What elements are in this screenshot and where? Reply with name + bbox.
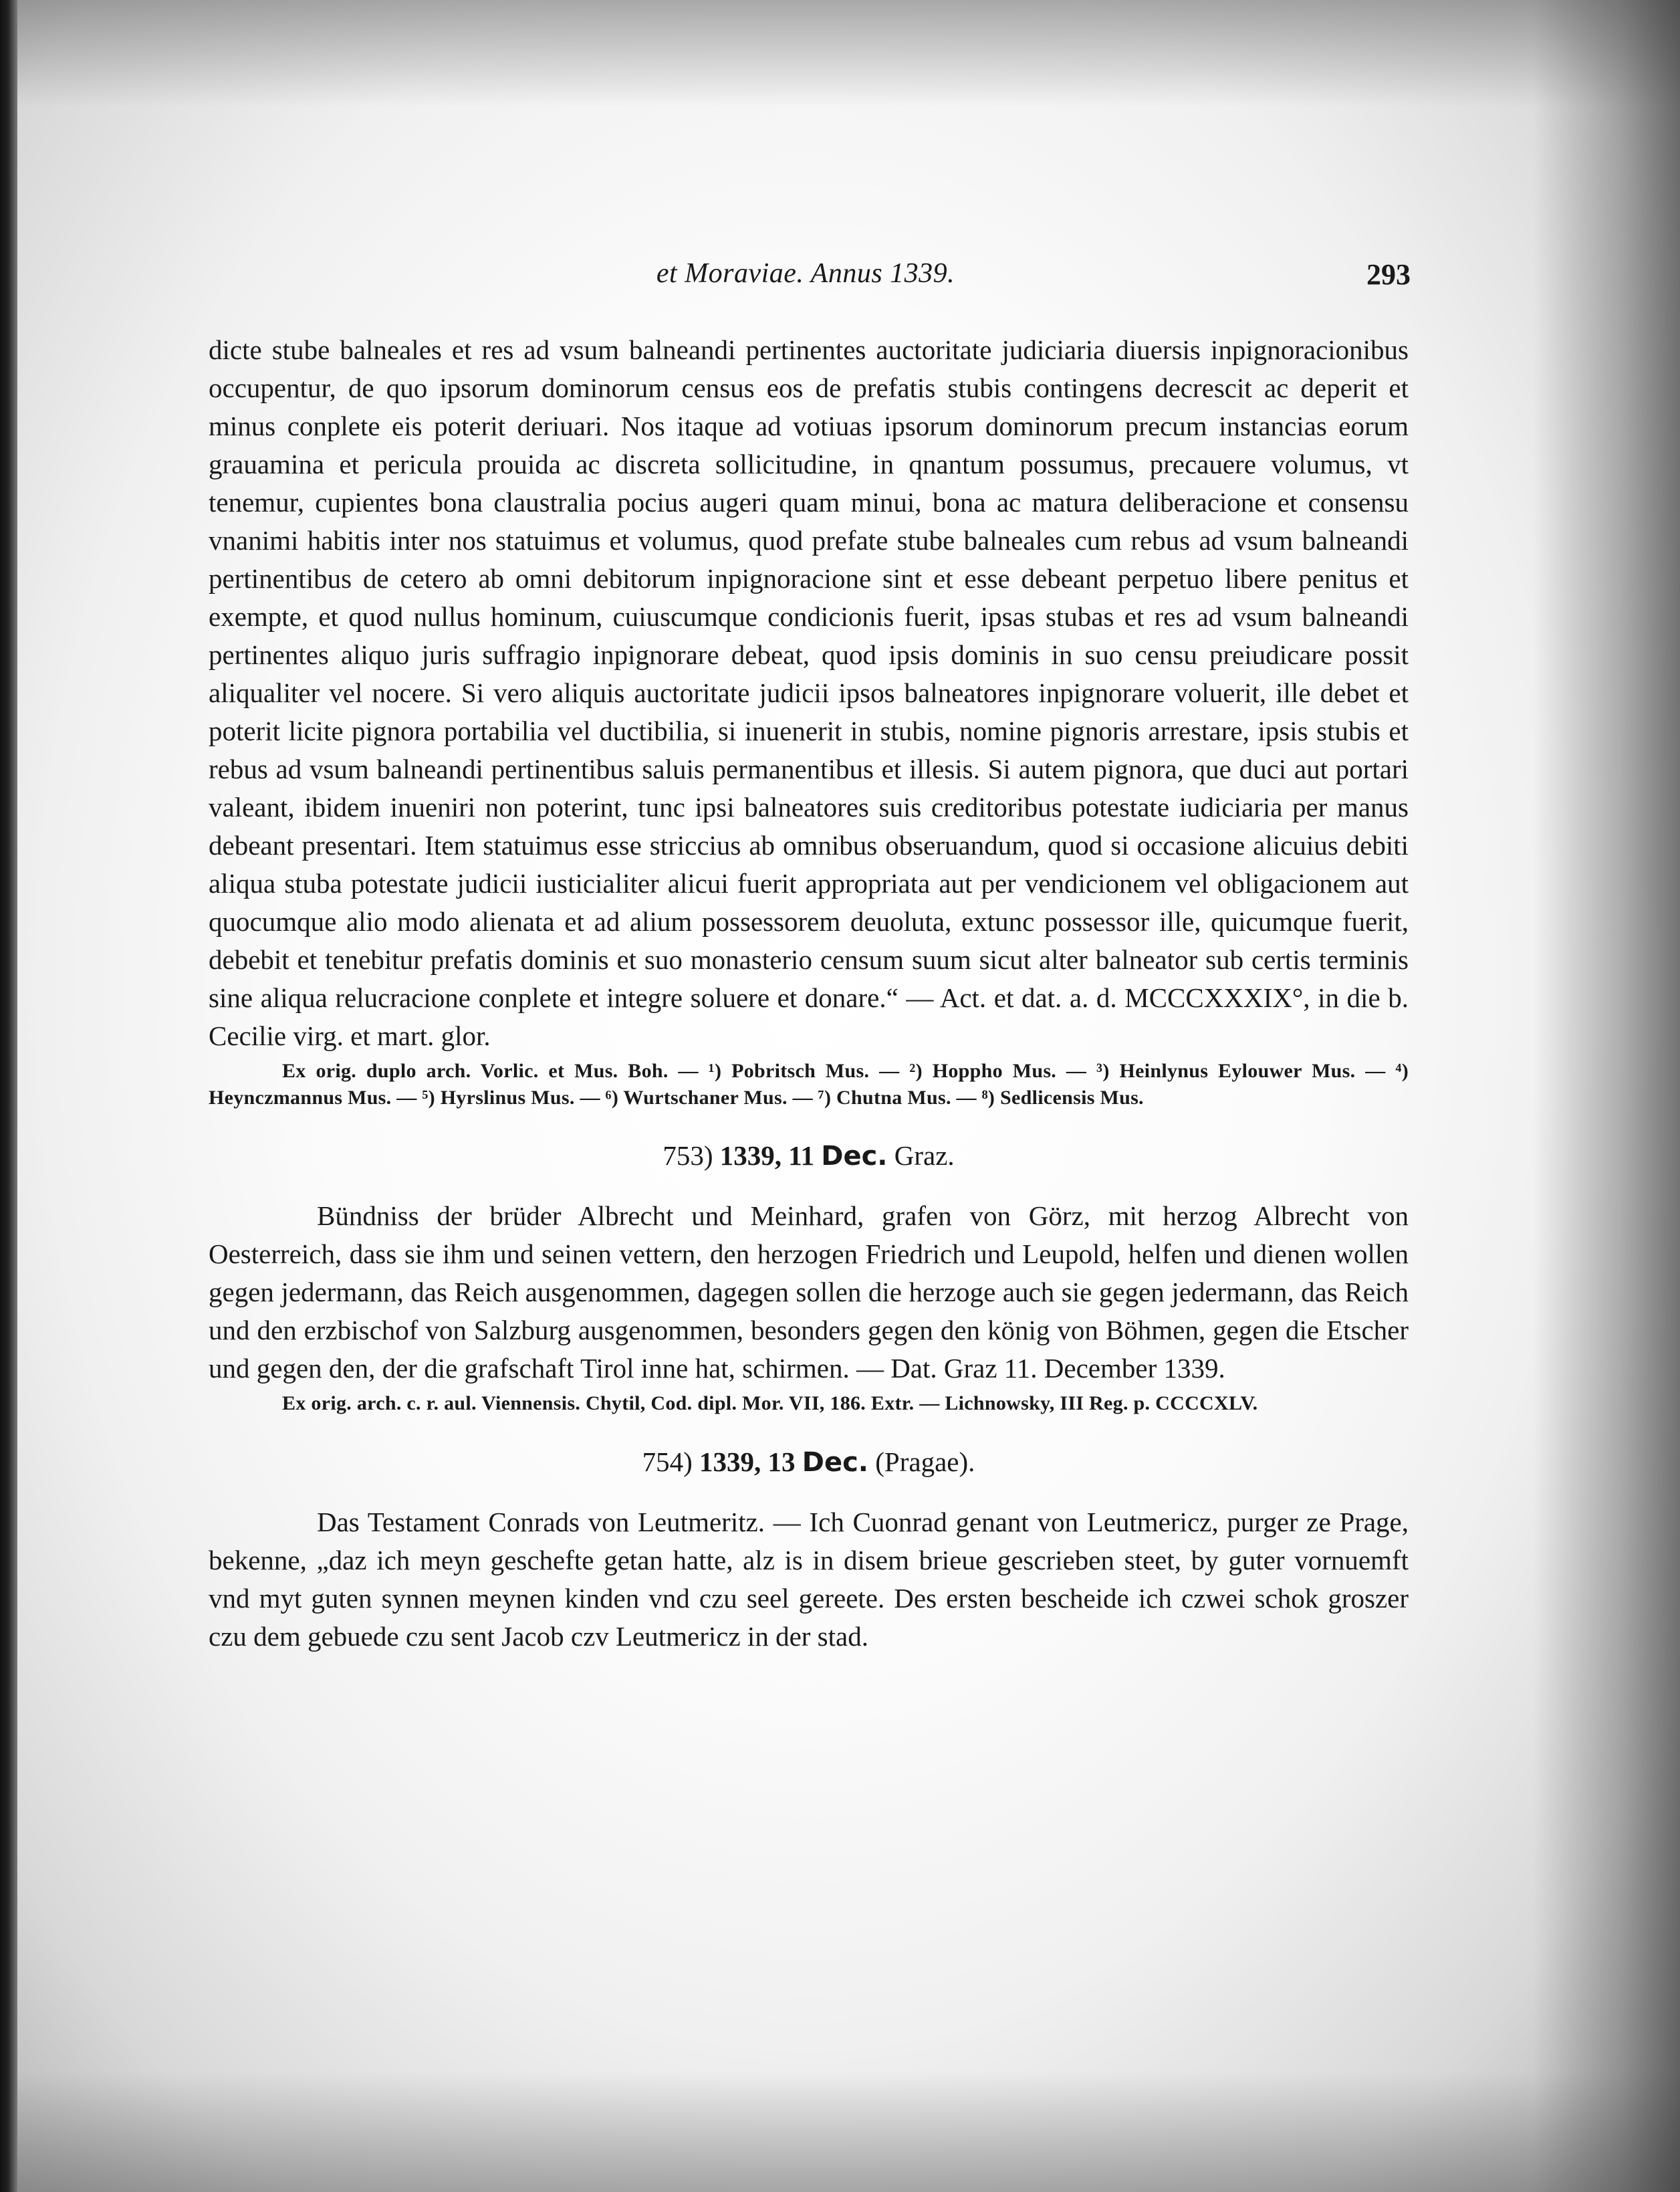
continued-charter-text: dicte stube balneales et res ad vsum balneandi pertinentes auctoritate judiciaria diuersis inpignoracionibus occupentur, de quo ipsorum dominorum census eos de prefatis stubis contingens decrescit ac deperit et minus conplete eis poterit deriuari. Nos itaque ad votiuas ipsorum dominorum precum instancias eorum grauamina et pericula prouida ac discreta sollicitudine, in qnantum possumus, precauere volumus, vt tenemur, cupientes bona claustralia pocius augeri quam minui, bona ac matura deliberacione et consensu vnanimi habitis inter nos statuimus et volumus, quod prefate stube balneales cum rebus ad vsum balneandi pertinentibus de cetero ab omni debitorum inpignoracione sint et esse debeant perpetuo libere penitus et exempte, et quod nullus hominum, cuiuscumque condicionis fuerit, ipsas stubas et res ad vsum balneandi pertinentes aliquo juris suffragio inpignorare debeat, quod ipsis dominis in suo censu preiudicare possit aliqualiter vel nocere. Si vero aliquis auctoritate judicii ipsos balneatores inpignorare voluerit, ille debet et poterit licite pignora portabilia vel ductibilia, si inuenerit in stubis, nomine pignoris arrestare, ipsis stubis et rebus ad vsum balneandi pertinentibus saluis permanentibus et illesis. Si autem pignora, que duci aut portari valeant, ibidem inueniri non poterint, tunc ipsi balneatores suis creditoribus potestate iudiciaria per manus debeant presentari. Item statuimus esse striccius ab omnibus obseruandum, quod si occasione alicuius debiti aliqua stuba potestate judicii iusticialiter alicui fuerit appropriata aut per vendicionem vel obligacionem aut quocumque alio modo alienata et ad alium possessorem deuoluta, extunc possessor ille, quicumque fuerit, debebit et tenebitur prefatis dominis et suo monasterio censum suum sicut alter balneator sub certis terminis sine aliqua relucracione conplete et integre soluere et donare.“ — Act. et dat. a. d. MCCCXXXIX°, in die b. Cecilie virg. et mart. glor.: [209, 334, 1409, 1051]
entry-753-heading: [209, 1139, 1409, 1173]
scan-right-shadow: [1533, 0, 1680, 2192]
entry-753-month: Dec.: [821, 1141, 888, 1172]
entry-753-place: Graz.: [894, 1140, 955, 1171]
continued-charter-note: Ex orig. duplo arch. Vorlic. et Mus. Boh. — ¹) Pobritsch Mus. — ²) Hoppho Mus. — ³) Heinlynus Eylouwer Mus. — ⁴) Heynczmannus Mus. — ⁵) Hyrslinus Mus. — ⁶) Wurtschaner Mus. — ⁷) Chutna Mus. — ⁸) Sedlicensis Mus.: [209, 1060, 1409, 1109]
entry-754-date: 1339, 13: [699, 1446, 796, 1477]
page-header: [201, 257, 1411, 298]
entry-754-text: Das Testament Conrads von Leutmeritz. — Ich Cuonrad genant von Leutmericz, purger ze Prage, bekenne, „daz ich meyn geschefte getan hatte, alz is in disem brieue gescrieben steet, by guter vornuemft vnd myt guten synnen meynen kinden vnd czu seel gereete. Des ersten bescheide ich czwei schok groszer czu dem gebuede czu sent Jacob czv Leutmericz in der stad.: [209, 1506, 1409, 1652]
page-number: 293: [1366, 258, 1411, 291]
page-body: [209, 331, 1409, 1656]
entry-753-text: Bündniss der brüder Albrecht und Meinhard, grafen von Görz, mit herzog Albrecht von Oesterreich, dass sie ihm und seinen vettern, den herzogen Friedrich und Leupold, helfen und dienen wollen gegen jedermann, das Reich ausgenommen, dagegen sollen die herzoge auch sie gegen jedermann, das Reich und den erzbischof von Salzburg ausgenommen, besonders gegen den könig von Böhmen, gegen die Etscher und gegen den, der die grafschaft Tirol inne hat, schirmen. — Dat. Graz 11. December 1339.: [209, 1200, 1409, 1384]
entry-754-month: Dec.: [802, 1446, 869, 1478]
entry-753-date: 1339, 11: [719, 1140, 814, 1171]
entry-753-number: 753): [663, 1140, 713, 1171]
running-head: et Moraviae. Annus 1339.: [656, 258, 955, 289]
scan-top-shadow: [0, 0, 1680, 107]
entry-754-heading: [209, 1445, 1409, 1479]
scan-bottom-shadow: [0, 2072, 1680, 2192]
entry-754-place: (Pragae).: [875, 1446, 975, 1477]
page-binding-edge: [0, 0, 17, 2192]
entry-754-number: 754): [642, 1446, 693, 1477]
entry-753-note: Ex orig. arch. c. r. aul. Viennensis. Chytil, Cod. dipl. Mor. VII, 186. Extr. — Lichnowsky, III Reg. p. CCCCXLV.: [282, 1392, 1258, 1414]
